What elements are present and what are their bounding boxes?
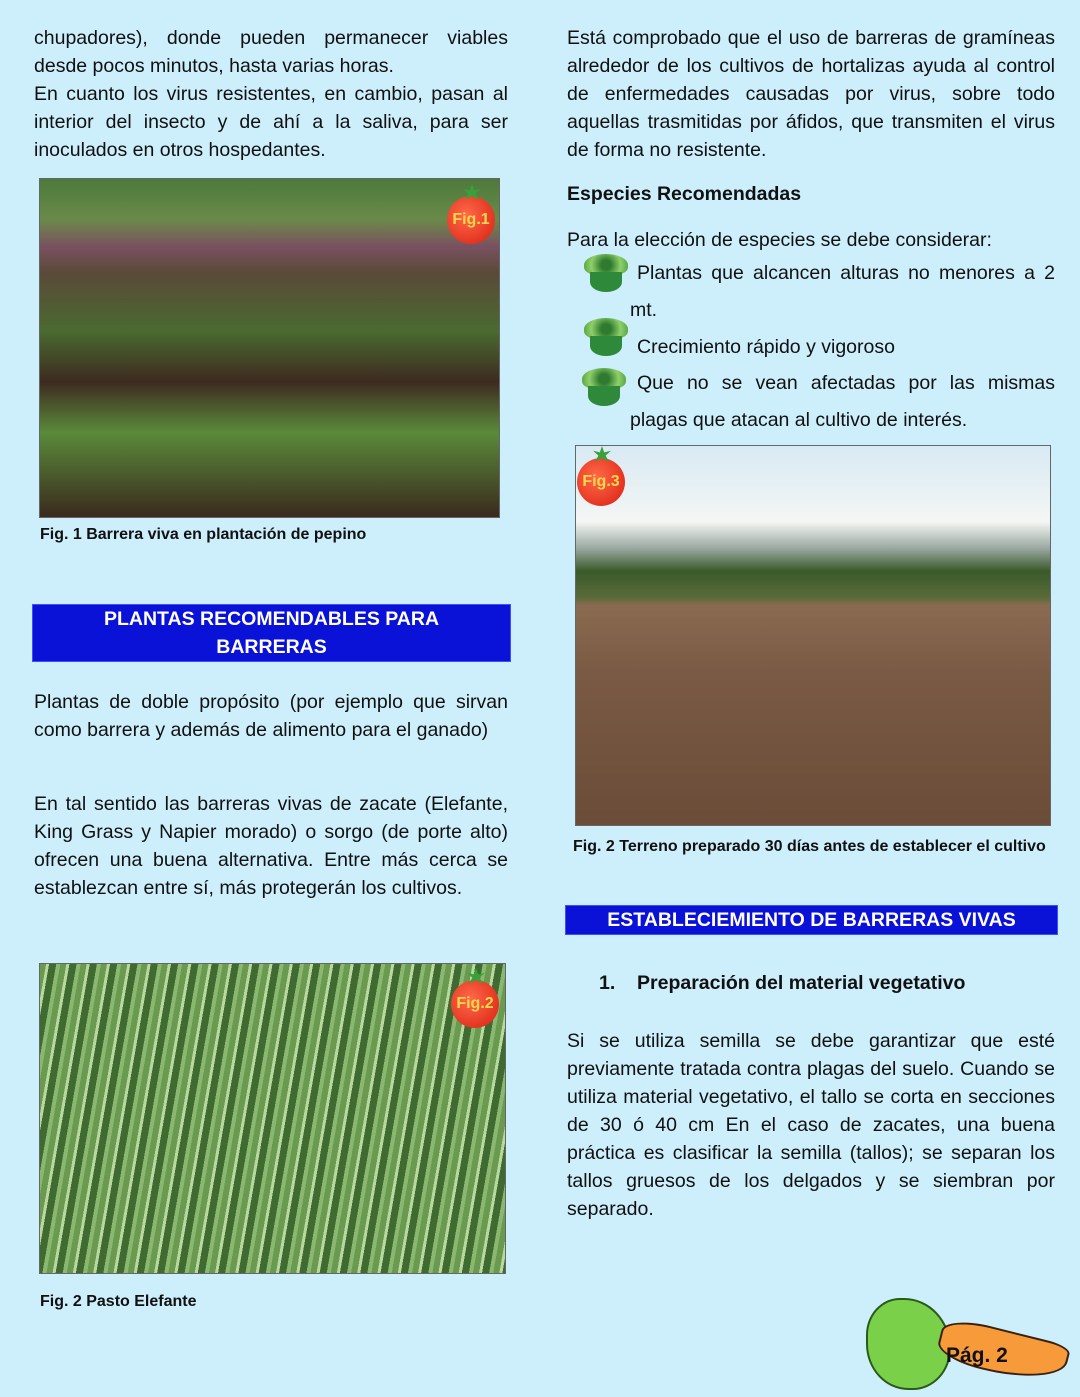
left-paragraph-3: Plantas de doble propósito (por ejemplo que sirvan como barrera y además de alimento para el ganado) (34, 691, 508, 741)
fig-3-label: Fig.3 (582, 473, 620, 490)
lettuce-bullet-icon (582, 318, 630, 358)
fig-2-caption: Fig. 2 Pasto Elefante (40, 1293, 197, 1310)
left-paragraph-4: En tal sentido las barreras vivas de zacate (Elefante, King Grass y Napier morado) o sorgo (de porte alto) ofrecen una buena alternativa. Entre más cerca se establezcan entre sí, más protegerán los cultivos. (34, 793, 508, 899)
bullet-item-3: Que no se vean afectadas por las mismas plagas que atacan al cultivo de interés. (630, 372, 1055, 431)
section-banner-establecimiento: ESTABLECIEMIENTO DE BARRERAS VIVAS (565, 905, 1058, 935)
lettuce-bullet-icon (582, 254, 630, 294)
bullet-item-2: Crecimiento rápido y vigoroso (637, 336, 895, 358)
fig-2-label: Fig.2 (456, 995, 494, 1012)
fig-3-caption: Fig. 2 Terreno preparado 30 días antes de establecer el cultivo (573, 838, 1046, 855)
especies-intro: Para la elección de especies se debe considerar: (567, 229, 992, 251)
subheading-number: 1. (599, 972, 616, 994)
page-number: Pág. 2 (946, 1344, 1008, 1367)
bullet-item-1: Plantas que alcancen alturas no menores a 2 mt. (630, 262, 1055, 321)
subheading-preparacion: Preparación del material vegetativo (637, 972, 966, 994)
left-paragraph-2: En cuanto los virus resistentes, en cambio, pasan al interior del insecto y de ahí a la saliva, para ser inoculados en otros hospedantes. (34, 83, 508, 161)
section-banner-plantas: PLANTAS RECOMENDABLES PARA BARRERAS (32, 604, 511, 662)
fig-1-tomato-badge (447, 196, 495, 244)
right-paragraph-2: Si se utiliza semilla se debe garantizar que esté previamente tratada contra plagas del suelo. Cuando se utiliza material vegetativo, el tallo se corta en secciones de 30 ó 40 cm En el caso de zacates, una buena práctica es clasificar la semilla (tallos); se separan los tallos gruesos de los delgados y se siembran por separado. (567, 1030, 1055, 1220)
cucumber-barrier-photo (39, 178, 500, 518)
especies-heading: Especies Recomendadas (567, 183, 802, 205)
lettuce-bullet-icon (580, 368, 628, 408)
prepared-field-photo (575, 445, 1051, 826)
left-paragraph-1: chupadores), donde pueden permanecer viables desde pocos minutos, hasta varias horas. (34, 27, 508, 77)
fig-1-caption: Fig. 1 Barrera viva en plantación de pepino (40, 526, 367, 543)
elephant-grass-photo (39, 963, 506, 1274)
right-paragraph-1: Está comprobado que el uso de barreras de gramíneas alrededor de los cultivos de hortalizas ayuda al control de enfermedades causadas por virus, sobre todo aquellas trasmitidas por áfidos, que transmiten el virus de forma no resistente. (567, 27, 1055, 161)
fig-2-tomato-badge (451, 980, 499, 1028)
fig-1-label: Fig.1 (452, 211, 490, 228)
fig-3-tomato-badge (577, 458, 625, 506)
carrot-page-icon (866, 1298, 1071, 1393)
